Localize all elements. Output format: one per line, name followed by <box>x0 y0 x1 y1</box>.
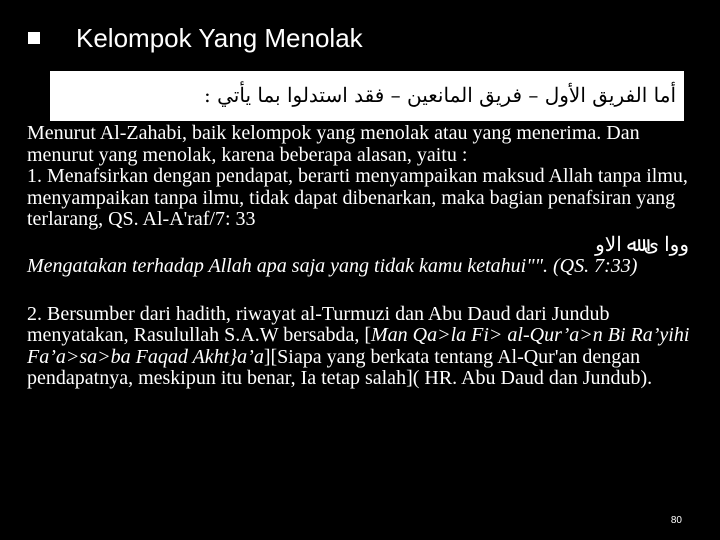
point-two-prefix: 2. Bersumber dari hadith, riwayat al-Turmuzi dan Abu Daud dari Jundub menyatakan, Rasulullah S.A.W bersabda, [ <box>27 302 610 346</box>
arabic-quote-text: أما الفريق الأول – فريق المانعين – فقد استدلوا بما يأتي : <box>204 83 676 107</box>
point-two <box>27 304 691 390</box>
point-two-suffix: ][Siapa yang berkata tentang Al-Qur'an dengan pendapatnya, meskipun itu benar, Ia tetap salah]( HR. Abu Daud dan Jundub). <box>27 345 653 389</box>
point-one-arabic: ووا ى ﷲ الاو <box>595 233 689 256</box>
slide-title: Kelompok Yang Menolak <box>76 23 363 53</box>
point-two-transliteration: Man Qa>la Fi> al-Qur’a>n Bi Ra’yihi Fa’a>sa>ba Faqad Akht}a’a <box>27 324 690 368</box>
paragraph-spacer <box>27 278 691 304</box>
point-one: 1. Menafsirkan dengan pendapat, berarti menyampaikan maksud Allah tanpa ilmu, menyampaikan tanpa ilmu, tidak dapat dibenarkan, maka bagian penafsiran yang terlarang, QS. Al-A'raf/7: 33 <box>27 165 688 230</box>
title-bullet <box>28 32 40 44</box>
point-one-translation: Mengatakan terhadap Allah apa saja yang tidak kamu ketahui"". (QS. 7:33) <box>27 255 638 277</box>
intro-paragraph: Menurut Al-Zahabi, baik kelompok yang menolak atau yang menerima. Dan menurut yang menolak, karena beberapa alasan, yaitu : <box>27 122 640 166</box>
arabic-quote-box <box>50 71 684 121</box>
page-number: 80 <box>670 515 682 526</box>
slide-body <box>27 123 691 390</box>
